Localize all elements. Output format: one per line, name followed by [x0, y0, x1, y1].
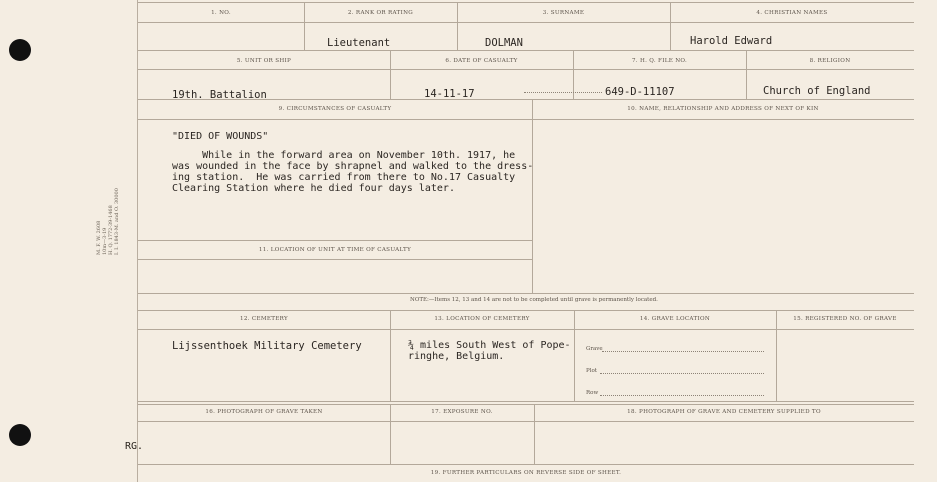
- header-photo-taken: 16. PHOTOGRAPH OF GRAVE TAKEN: [205, 409, 323, 415]
- hq-file-value: 649-D-11107: [605, 86, 675, 98]
- plot-label: Plot: [586, 368, 597, 374]
- header-exposure: 17. EXPOSURE NO.: [431, 409, 493, 415]
- punch-hole-top: [9, 39, 31, 61]
- header-cemetery: 12. CEMETERY: [240, 316, 288, 322]
- location-cemetery-line-1: ¾ miles South West of Pope-: [408, 340, 571, 351]
- circumstances-line-3: ing station. He was carried from there to No.17 Casualty: [172, 172, 516, 183]
- note-text: NOTE:—Items 12, 13 and 14 are not to be completed until grave is permanently located.: [410, 297, 658, 303]
- header-rank: 2. RANK OR RATING: [347, 10, 414, 16]
- circumstances-line-4: Clearing Station where he died four days later.: [172, 183, 455, 194]
- header-no: 1. NO.: [211, 10, 231, 16]
- circumstances-title: "DIED OF WOUNDS": [172, 131, 269, 142]
- date-value: 14-11-17: [424, 88, 475, 100]
- header-surname: 3. SURNAME: [542, 10, 585, 16]
- header-grave-location: 14. GRAVE LOCATION: [639, 316, 711, 322]
- header-circumstances: 9. CIRCUMSTANCES OF CASUALTY: [278, 106, 392, 112]
- header-registered-no: 15. REGISTERED NO. OF GRAVE: [793, 316, 897, 322]
- header-further-particulars: 19. FURTHER PARTICULARS ON REVERSE SIDE OF SHEET.: [430, 470, 622, 476]
- cemetery-value: Lijssenthoek Military Cemetery: [172, 340, 362, 352]
- header-religion: 8. RELIGION: [809, 58, 851, 64]
- header-photo-supplied: 18. PHOTOGRAPH OF GRAVE AND CEMETERY SUPPLIED TO: [627, 409, 821, 415]
- rg-stamp: RG.: [125, 441, 144, 452]
- surname-value: DOLMAN: [485, 37, 523, 49]
- row-label: Row: [586, 390, 599, 396]
- header-next-of-kin: 10. NAME, RELATIONSHIP AND ADDRESS OF NEXT OF KIN: [627, 106, 819, 112]
- christian-names-value: Harold Edward: [690, 35, 773, 47]
- circumstances-line-1: While in the forward area on November 10th. 1917, he: [172, 150, 516, 161]
- unit-value: 19th. Battalion: [172, 89, 267, 101]
- circumstances-line-2: was wounded in the face by shrapnel and walked to the dress-: [172, 161, 534, 172]
- header-unit: 5. UNIT OR SHIP: [236, 58, 292, 64]
- header-location-unit: 11. LOCATION OF UNIT AT TIME OF CASUALTY: [258, 247, 412, 253]
- religion-value: Church of England: [763, 85, 871, 97]
- header-hq-file: 7. H. Q. FILE NO.: [631, 58, 688, 64]
- printer-imprint: M. F. W. 2608 10m—3-19 H. Q. 1772-39-1468 I. I. 1843-M. and O. 30000: [96, 188, 120, 255]
- location-cemetery-line-2: ringhe, Belgium.: [408, 351, 505, 362]
- header-date: 6. DATE OF CASUALTY: [445, 58, 518, 64]
- rank-value: Lieutenant: [327, 37, 391, 49]
- punch-hole-bottom: [9, 424, 31, 446]
- header-christian-names: 4. CHRISTIAN NAMES: [756, 10, 828, 16]
- grave-label: Grave: [586, 346, 603, 352]
- header-location-cemetery: 13. LOCATION OF CEMETERY: [434, 316, 530, 322]
